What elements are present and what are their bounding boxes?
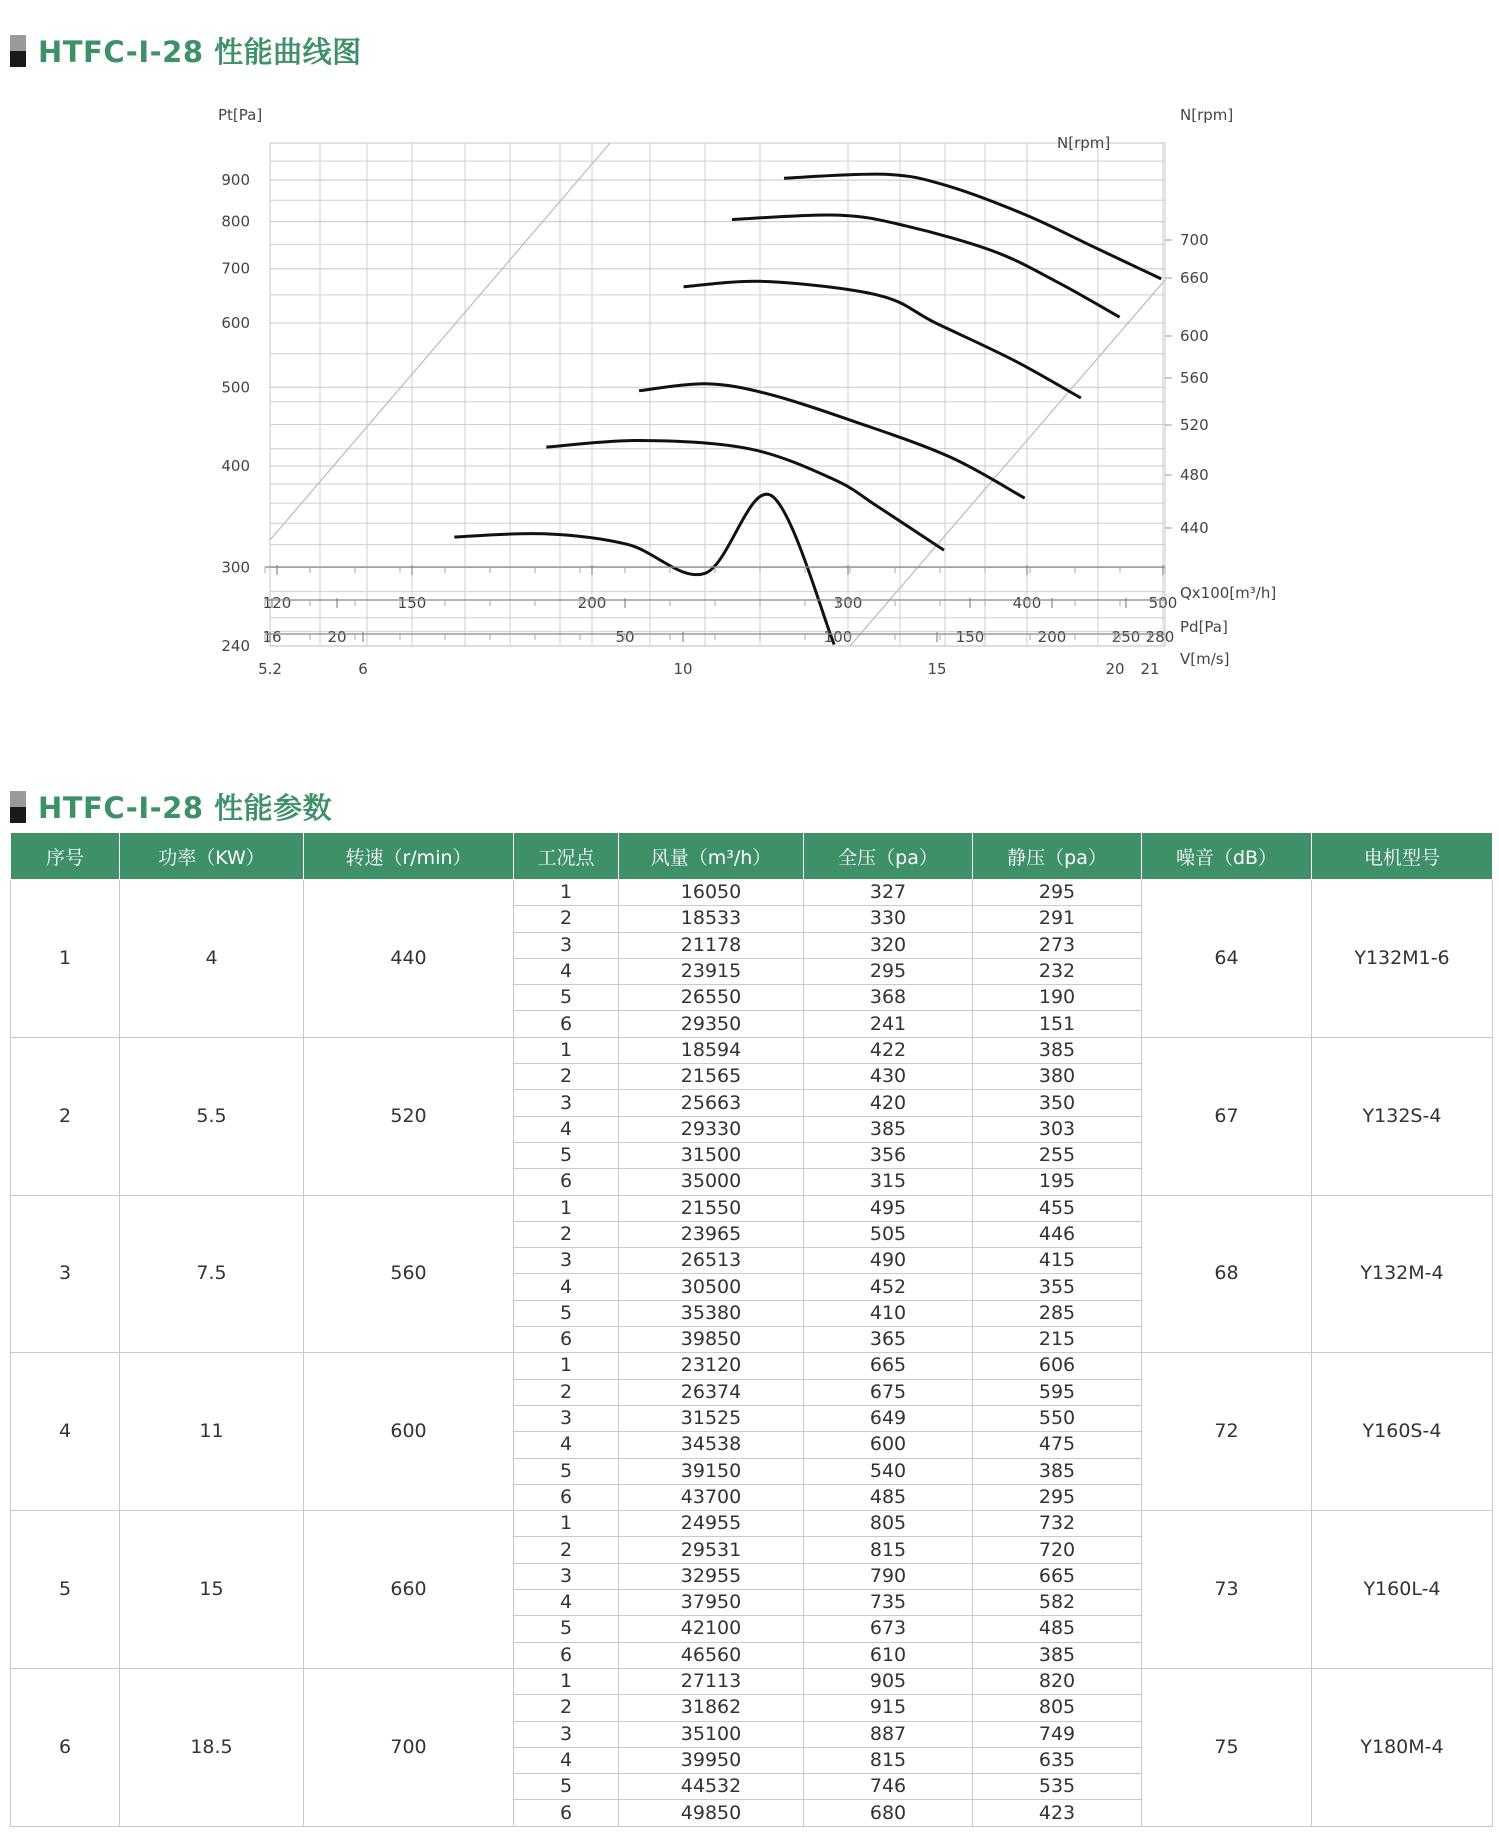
col-header-point: 工况点 bbox=[514, 833, 619, 880]
performance-chart bbox=[0, 90, 1499, 760]
cell-static-pressure: 355 bbox=[973, 1274, 1142, 1300]
cell-airflow: 24955 bbox=[619, 1511, 804, 1537]
title-marker-icon bbox=[10, 791, 26, 823]
cell-static-pressure: 285 bbox=[973, 1300, 1142, 1326]
cell-total-pressure: 315 bbox=[804, 1169, 973, 1195]
cell-point: 1 bbox=[514, 1037, 619, 1063]
cell-total-pressure: 320 bbox=[804, 932, 973, 958]
cell-speed: 660 bbox=[304, 1511, 514, 1669]
cell-static-pressure: 595 bbox=[973, 1379, 1142, 1405]
cell-static-pressure: 303 bbox=[973, 1116, 1142, 1142]
cell-total-pressure: 735 bbox=[804, 1590, 973, 1616]
cell-airflow: 39850 bbox=[619, 1327, 804, 1353]
cell-point: 1 bbox=[514, 880, 619, 906]
cell-point: 5 bbox=[514, 1142, 619, 1168]
cell-static-pressure: 485 bbox=[973, 1616, 1142, 1642]
y-tick-label: 800 bbox=[221, 212, 250, 231]
cell-point: 3 bbox=[514, 1405, 619, 1431]
table-section-title bbox=[10, 786, 332, 827]
cell-static-pressure: 446 bbox=[973, 1221, 1142, 1247]
col-header-static-pressure: 静压（pa） bbox=[973, 833, 1142, 880]
rpm-tick-label: 520 bbox=[1180, 416, 1209, 434]
cell-point: 5 bbox=[514, 1616, 619, 1642]
x-tick-label: 6 bbox=[358, 660, 368, 678]
cell-static-pressure: 295 bbox=[973, 880, 1142, 906]
y-tick-label: 600 bbox=[221, 314, 250, 333]
cell-total-pressure: 649 bbox=[804, 1405, 973, 1431]
table-row bbox=[11, 1511, 1493, 1537]
cell-airflow: 29330 bbox=[619, 1116, 804, 1142]
cell-motor: Y132S-4 bbox=[1312, 1037, 1493, 1195]
y-tick-label: 400 bbox=[221, 456, 250, 475]
cell-total-pressure: 790 bbox=[804, 1563, 973, 1589]
cell-static-pressure: 720 bbox=[973, 1537, 1142, 1563]
cell-static-pressure: 665 bbox=[973, 1563, 1142, 1589]
cell-speed: 560 bbox=[304, 1195, 514, 1353]
cell-airflow: 35100 bbox=[619, 1721, 804, 1747]
cell-airflow: 43700 bbox=[619, 1484, 804, 1510]
cell-noise: 75 bbox=[1142, 1668, 1312, 1826]
cell-point: 5 bbox=[514, 1774, 619, 1800]
cell-airflow: 21178 bbox=[619, 932, 804, 958]
cell-point: 2 bbox=[514, 1064, 619, 1090]
cell-total-pressure: 610 bbox=[804, 1642, 973, 1668]
col-header-power: 功率（KW） bbox=[120, 833, 304, 880]
cell-static-pressure: 550 bbox=[973, 1405, 1142, 1431]
col-header-total-pressure: 全压（pa） bbox=[804, 833, 973, 880]
x-tick-label: 250 bbox=[1111, 628, 1141, 646]
curve-rpm-520 bbox=[546, 440, 944, 550]
cell-static-pressure: 380 bbox=[973, 1064, 1142, 1090]
cell-total-pressure: 327 bbox=[804, 880, 973, 906]
cell-power: 18.5 bbox=[120, 1668, 304, 1826]
cell-airflow: 23965 bbox=[619, 1221, 804, 1247]
y-axis-label: Pt[Pa] bbox=[218, 106, 263, 124]
cell-power: 15 bbox=[120, 1511, 304, 1669]
cell-static-pressure: 749 bbox=[973, 1721, 1142, 1747]
cell-speed: 520 bbox=[304, 1037, 514, 1195]
cell-point: 3 bbox=[514, 1563, 619, 1589]
cell-no: 1 bbox=[11, 880, 120, 1038]
cell-airflow: 35380 bbox=[619, 1300, 804, 1326]
title-marker-icon bbox=[10, 35, 26, 67]
cell-total-pressure: 505 bbox=[804, 1221, 973, 1247]
cell-static-pressure: 190 bbox=[973, 985, 1142, 1011]
cell-total-pressure: 330 bbox=[804, 906, 973, 932]
x-tick-label: 20 bbox=[1105, 660, 1125, 678]
rpm-tick-label: 560 bbox=[1180, 369, 1209, 387]
x-axis-label: V[m/s] bbox=[1180, 650, 1230, 668]
cell-point: 1 bbox=[514, 1511, 619, 1537]
col-header-noise: 噪音（dB） bbox=[1142, 833, 1312, 880]
cell-point: 3 bbox=[514, 1090, 619, 1116]
cell-total-pressure: 422 bbox=[804, 1037, 973, 1063]
cell-point: 1 bbox=[514, 1353, 619, 1379]
cell-total-pressure: 915 bbox=[804, 1695, 973, 1721]
cell-motor: Y160L-4 bbox=[1312, 1511, 1493, 1669]
cell-total-pressure: 815 bbox=[804, 1747, 973, 1773]
cell-point: 4 bbox=[514, 1747, 619, 1773]
curve-rpm-700 bbox=[784, 174, 1161, 279]
cell-static-pressure: 151 bbox=[973, 1011, 1142, 1037]
cell-airflow: 18594 bbox=[619, 1037, 804, 1063]
y-tick-label: 300 bbox=[221, 558, 250, 577]
cell-static-pressure: 385 bbox=[973, 1037, 1142, 1063]
cell-motor: Y132M1-6 bbox=[1312, 880, 1493, 1038]
cell-airflow: 39150 bbox=[619, 1458, 804, 1484]
chart-title: HTFC-I-28 性能曲线图 bbox=[38, 35, 362, 69]
cell-static-pressure: 635 bbox=[973, 1747, 1142, 1773]
x-axis-label: Pd[Pa] bbox=[1180, 618, 1228, 636]
x-tick-label: 5.2 bbox=[258, 660, 282, 678]
cell-noise: 67 bbox=[1142, 1037, 1312, 1195]
x-tick-label: 10 bbox=[673, 660, 693, 678]
cell-total-pressure: 410 bbox=[804, 1300, 973, 1326]
cell-power: 7.5 bbox=[120, 1195, 304, 1353]
cell-airflow: 37950 bbox=[619, 1590, 804, 1616]
cell-airflow: 29531 bbox=[619, 1537, 804, 1563]
cell-total-pressure: 241 bbox=[804, 1011, 973, 1037]
rpm-tick-label: 480 bbox=[1180, 466, 1209, 484]
chart-section-title bbox=[10, 30, 362, 71]
cell-noise: 64 bbox=[1142, 880, 1312, 1038]
cell-total-pressure: 385 bbox=[804, 1116, 973, 1142]
cell-total-pressure: 420 bbox=[804, 1090, 973, 1116]
diagonal-left bbox=[270, 143, 610, 540]
cell-point: 4 bbox=[514, 1274, 619, 1300]
table-row bbox=[11, 1037, 1493, 1063]
cell-airflow: 31500 bbox=[619, 1142, 804, 1168]
cell-static-pressure: 385 bbox=[973, 1458, 1142, 1484]
cell-point: 2 bbox=[514, 1379, 619, 1405]
x-tick-label: 50 bbox=[615, 628, 635, 646]
cell-static-pressure: 232 bbox=[973, 958, 1142, 984]
cell-static-pressure: 606 bbox=[973, 1353, 1142, 1379]
cell-airflow: 31525 bbox=[619, 1405, 804, 1431]
cell-point: 4 bbox=[514, 1116, 619, 1142]
cell-static-pressure: 350 bbox=[973, 1090, 1142, 1116]
cell-point: 4 bbox=[514, 1432, 619, 1458]
cell-power: 5.5 bbox=[120, 1037, 304, 1195]
cell-total-pressure: 805 bbox=[804, 1511, 973, 1537]
cell-noise: 72 bbox=[1142, 1353, 1312, 1511]
cell-static-pressure: 195 bbox=[973, 1169, 1142, 1195]
cell-total-pressure: 905 bbox=[804, 1668, 973, 1694]
y-tick-label: 700 bbox=[221, 259, 250, 278]
cell-static-pressure: 732 bbox=[973, 1511, 1142, 1537]
cell-airflow: 25663 bbox=[619, 1090, 804, 1116]
cell-point: 6 bbox=[514, 1484, 619, 1510]
cell-static-pressure: 805 bbox=[973, 1695, 1142, 1721]
cell-airflow: 21550 bbox=[619, 1195, 804, 1221]
x-tick-label: 200 bbox=[1037, 628, 1067, 646]
cell-total-pressure: 675 bbox=[804, 1379, 973, 1405]
cell-total-pressure: 365 bbox=[804, 1327, 973, 1353]
cell-static-pressure: 295 bbox=[973, 1484, 1142, 1510]
cell-point: 3 bbox=[514, 932, 619, 958]
col-header-airflow: 风量（m³/h） bbox=[619, 833, 804, 880]
cell-airflow: 29350 bbox=[619, 1011, 804, 1037]
cell-static-pressure: 475 bbox=[973, 1432, 1142, 1458]
cell-airflow: 34538 bbox=[619, 1432, 804, 1458]
cell-total-pressure: 485 bbox=[804, 1484, 973, 1510]
cell-airflow: 26513 bbox=[619, 1248, 804, 1274]
cell-point: 6 bbox=[514, 1169, 619, 1195]
cell-point: 4 bbox=[514, 958, 619, 984]
cell-point: 6 bbox=[514, 1327, 619, 1353]
cell-total-pressure: 495 bbox=[804, 1195, 973, 1221]
table-row bbox=[11, 1668, 1493, 1694]
cell-airflow: 23120 bbox=[619, 1353, 804, 1379]
cell-airflow: 31862 bbox=[619, 1695, 804, 1721]
cell-total-pressure: 600 bbox=[804, 1432, 973, 1458]
x-tick-label: 400 bbox=[1012, 594, 1042, 612]
col-header-speed: 转速（r/min） bbox=[304, 833, 514, 880]
x-tick-label: 150 bbox=[955, 628, 985, 646]
cell-motor: Y132M-4 bbox=[1312, 1195, 1493, 1353]
cell-motor: Y160S-4 bbox=[1312, 1353, 1493, 1511]
cell-airflow: 32955 bbox=[619, 1563, 804, 1589]
cell-point: 5 bbox=[514, 1300, 619, 1326]
rpm-tick-label: 600 bbox=[1180, 327, 1209, 345]
cell-noise: 68 bbox=[1142, 1195, 1312, 1353]
cell-total-pressure: 356 bbox=[804, 1142, 973, 1168]
cell-airflow: 30500 bbox=[619, 1274, 804, 1300]
cell-airflow: 26374 bbox=[619, 1379, 804, 1405]
cell-power: 4 bbox=[120, 880, 304, 1038]
cell-point: 2 bbox=[514, 1537, 619, 1563]
table-row bbox=[11, 880, 1493, 906]
cell-total-pressure: 490 bbox=[804, 1248, 973, 1274]
cell-total-pressure: 815 bbox=[804, 1537, 973, 1563]
cell-airflow: 46560 bbox=[619, 1642, 804, 1668]
cell-airflow: 16050 bbox=[619, 880, 804, 906]
cell-point: 2 bbox=[514, 1695, 619, 1721]
cell-static-pressure: 415 bbox=[973, 1248, 1142, 1274]
cell-total-pressure: 665 bbox=[804, 1353, 973, 1379]
cell-motor: Y180M-4 bbox=[1312, 1668, 1493, 1826]
cell-no: 3 bbox=[11, 1195, 120, 1353]
cell-no: 6 bbox=[11, 1668, 120, 1826]
cell-total-pressure: 746 bbox=[804, 1774, 973, 1800]
cell-airflow: 44532 bbox=[619, 1774, 804, 1800]
y-tick-label: 900 bbox=[221, 171, 250, 190]
cell-point: 6 bbox=[514, 1642, 619, 1668]
cell-total-pressure: 673 bbox=[804, 1616, 973, 1642]
x-tick-label: 300 bbox=[833, 594, 863, 612]
cell-total-pressure: 295 bbox=[804, 958, 973, 984]
cell-airflow: 39950 bbox=[619, 1747, 804, 1773]
cell-static-pressure: 535 bbox=[973, 1774, 1142, 1800]
col-header-motor: 电机型号 bbox=[1312, 833, 1493, 880]
x-tick-label: 200 bbox=[577, 594, 607, 612]
x-tick-label: 100 bbox=[823, 628, 853, 646]
table-title: HTFC-I-28 性能参数 bbox=[38, 791, 333, 825]
cell-total-pressure: 680 bbox=[804, 1800, 973, 1826]
cell-speed: 700 bbox=[304, 1668, 514, 1826]
x-tick-label: 150 bbox=[397, 594, 427, 612]
cell-point: 1 bbox=[514, 1668, 619, 1694]
rpm-axis-label: N[rpm] bbox=[1180, 106, 1234, 124]
x-tick-label: 16 bbox=[262, 628, 282, 646]
cell-airflow: 49850 bbox=[619, 1800, 804, 1826]
cell-airflow: 18533 bbox=[619, 906, 804, 932]
rpm-tick-label: 440 bbox=[1180, 519, 1209, 537]
cell-airflow: 35000 bbox=[619, 1169, 804, 1195]
y-tick-label: 240 bbox=[221, 637, 250, 655]
cell-point: 3 bbox=[514, 1721, 619, 1747]
cell-point: 1 bbox=[514, 1195, 619, 1221]
cell-point: 4 bbox=[514, 1590, 619, 1616]
x-tick-label: 120 bbox=[262, 594, 292, 612]
table-row bbox=[11, 1195, 1493, 1221]
cell-no: 4 bbox=[11, 1353, 120, 1511]
cell-static-pressure: 820 bbox=[973, 1668, 1142, 1694]
cell-speed: 600 bbox=[304, 1353, 514, 1511]
x-tick-label: 15 bbox=[927, 660, 947, 678]
cell-point: 5 bbox=[514, 985, 619, 1011]
cell-noise: 73 bbox=[1142, 1511, 1312, 1669]
cell-no: 5 bbox=[11, 1511, 120, 1669]
cell-point: 5 bbox=[514, 1458, 619, 1484]
cell-total-pressure: 887 bbox=[804, 1721, 973, 1747]
y-tick-label: 500 bbox=[221, 378, 250, 397]
x-axis-label: Qx100[m³/h] bbox=[1180, 584, 1277, 602]
cell-static-pressure: 215 bbox=[973, 1327, 1142, 1353]
rpm-inner-label: N[rpm] bbox=[1057, 134, 1111, 152]
curve-rpm-440 bbox=[454, 494, 834, 644]
cell-static-pressure: 455 bbox=[973, 1195, 1142, 1221]
x-tick-label: 500 bbox=[1148, 594, 1178, 612]
cell-static-pressure: 423 bbox=[973, 1800, 1142, 1826]
cell-point: 6 bbox=[514, 1011, 619, 1037]
cell-point: 3 bbox=[514, 1248, 619, 1274]
rpm-tick-label: 660 bbox=[1180, 269, 1209, 287]
cell-speed: 440 bbox=[304, 880, 514, 1038]
cell-total-pressure: 540 bbox=[804, 1458, 973, 1484]
performance-table bbox=[10, 832, 1493, 1827]
cell-static-pressure: 291 bbox=[973, 906, 1142, 932]
cell-airflow: 23915 bbox=[619, 958, 804, 984]
cell-total-pressure: 452 bbox=[804, 1274, 973, 1300]
cell-point: 2 bbox=[514, 906, 619, 932]
cell-airflow: 27113 bbox=[619, 1668, 804, 1694]
x-tick-label: 21 bbox=[1140, 660, 1160, 678]
col-header-no: 序号 bbox=[11, 833, 120, 880]
x-tick-label: 20 bbox=[327, 628, 347, 646]
cell-point: 6 bbox=[514, 1800, 619, 1826]
cell-total-pressure: 430 bbox=[804, 1064, 973, 1090]
diagonal-right bbox=[850, 280, 1165, 646]
cell-static-pressure: 273 bbox=[973, 932, 1142, 958]
cell-total-pressure: 368 bbox=[804, 985, 973, 1011]
cell-airflow: 26550 bbox=[619, 985, 804, 1011]
cell-static-pressure: 255 bbox=[973, 1142, 1142, 1168]
cell-airflow: 21565 bbox=[619, 1064, 804, 1090]
cell-static-pressure: 385 bbox=[973, 1642, 1142, 1668]
cell-point: 2 bbox=[514, 1221, 619, 1247]
cell-airflow: 42100 bbox=[619, 1616, 804, 1642]
cell-no: 2 bbox=[11, 1037, 120, 1195]
table-row bbox=[11, 1353, 1493, 1379]
cell-static-pressure: 582 bbox=[973, 1590, 1142, 1616]
table-header-row bbox=[11, 833, 1493, 880]
rpm-tick-label: 700 bbox=[1180, 231, 1209, 249]
cell-power: 11 bbox=[120, 1353, 304, 1511]
curve-rpm-600 bbox=[684, 281, 1081, 398]
x-tick-label: 280 bbox=[1145, 628, 1175, 646]
